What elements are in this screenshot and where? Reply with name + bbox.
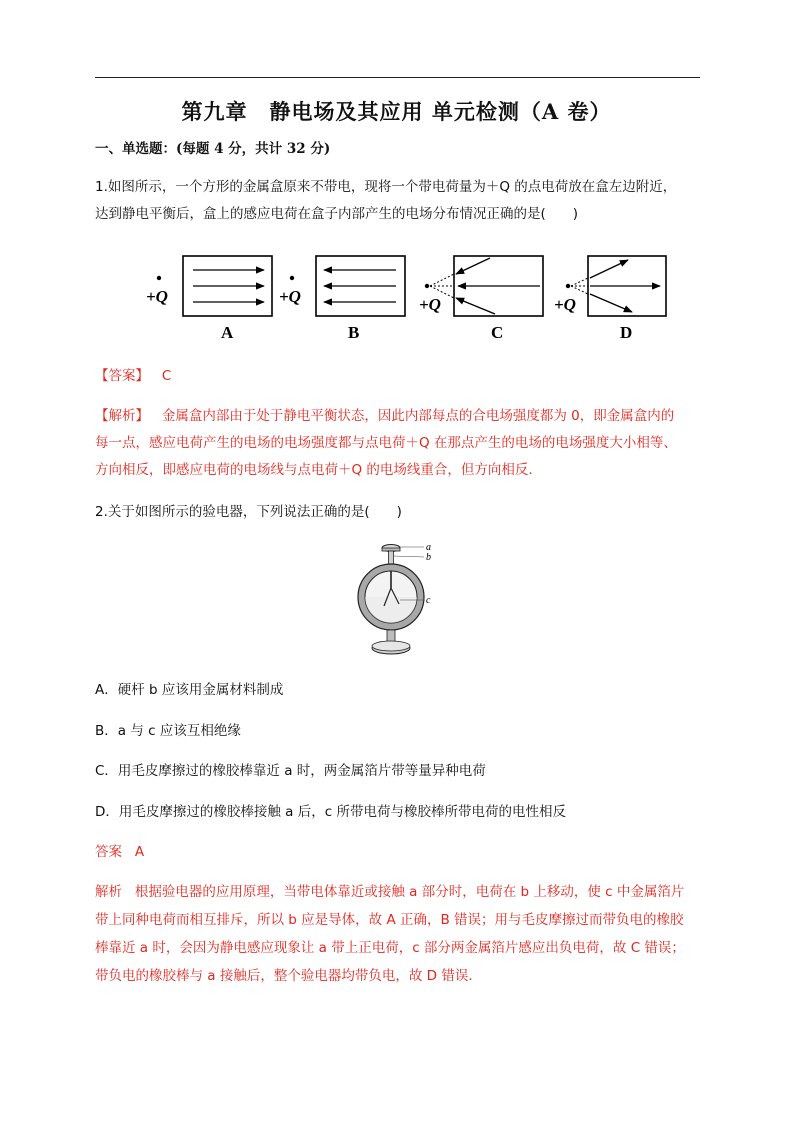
option-d-diagram: [554, 256, 666, 342]
q2-analysis-line2: 带上同种电荷而相互排斥，所以 b 应是导体，故 A 正确，B 错误；用与毛皮摩擦过而带负电的橡胶: [95, 912, 684, 928]
q2-analysis-line1: 解析 根据验电器的应用原理，当带电体靠近或接触 a 部分时，电荷在 b 上移动，使 c 中金属箔片: [95, 884, 685, 900]
q1-answer: [95, 367, 171, 385]
q1-stem-line2: 达到静电平衡后，盒上的感应电荷在盒子内部产生的电场分布情况正确的是( ): [95, 206, 579, 222]
q2-answer: [95, 843, 144, 861]
section-heading: 一、单选题：(每题 4 分，共计 32 分): [95, 141, 331, 157]
charge-label-c: +Q: [419, 295, 441, 314]
q1-analysis-line3: 方向相反，即感应电荷的电场线与点电荷＋Q 的电场线重合，但方向相反.: [95, 462, 533, 478]
label-b: b: [426, 552, 431, 563]
q1-stem-line1: 1.如图所示，一个方形的金属盒原来不带电，现将一个带电荷量为＋Q 的点电荷放在盒左边附近，: [95, 179, 677, 195]
option-c-label: C: [491, 323, 504, 342]
page-title: 第九章 静电场及其应用 单元检测（A 卷）: [181, 99, 612, 124]
q1-analysis-line2: 每一点，感应电荷产生的电场的电场强度都与点电荷＋Q 在那点产生的电场的电场强度大小相等、: [95, 435, 677, 451]
q2-answer-label: 答案: [95, 844, 122, 860]
q2-option-d: D．用毛皮摩擦过的橡胶棒接触 a 后，c 所带电荷与橡胶棒所带电荷的电性相反: [95, 804, 566, 820]
option-c-diagram: [419, 256, 543, 342]
q2-option-a: A．硬杆 b 应该用金属材料制成: [95, 682, 284, 698]
option-d-label: D: [620, 323, 633, 342]
option-a-diagram: [146, 256, 272, 342]
q2-analysis-line3: 棒靠近 a 时，会因为静电感应现象让 a 带上正电荷，c 部分两金属箔片感应出负电荷，故 C 错误；: [95, 940, 685, 956]
header-rule: [95, 77, 700, 78]
q2-option-c: C．用毛皮摩擦过的橡胶棒靠近 a 时，两金属箔片带等量异种电荷: [95, 763, 486, 779]
q1-answer-value: C: [161, 368, 172, 384]
q2-answer-value: A: [134, 844, 145, 860]
charge-label-b: +Q: [279, 287, 301, 306]
q1-answer-label: 【答案】: [95, 368, 149, 384]
q1-analysis-label: 【解析】: [95, 408, 149, 424]
q1-analysis-line1: 【解析】 金属盒内部由于处于静电平衡状态，因此内部每点的合电场强度都为 0，即金属盒内的: [95, 408, 675, 424]
label-c: c: [426, 595, 431, 606]
q2-analysis-line4: 带负电的橡胶棒与 a 接触后，整个验电器均带负电，故 D 错误．: [95, 968, 482, 984]
option-b-label: B: [348, 323, 360, 342]
q2-analysis-label: 解析: [95, 884, 122, 900]
option-a-label: A: [221, 323, 234, 342]
electroscope-figure: [350, 540, 450, 662]
q2-stem: 2.关于如图所示的验电器，下列说法正确的是( ): [95, 504, 402, 520]
charge-label-a: +Q: [146, 287, 168, 306]
charge-label-d: +Q: [554, 295, 576, 314]
label-a: a: [426, 542, 431, 553]
option-b-diagram: [279, 256, 405, 342]
q2-option-b: B．a 与 c 应该互相绝缘: [95, 723, 241, 739]
q1-figure: [140, 248, 680, 348]
